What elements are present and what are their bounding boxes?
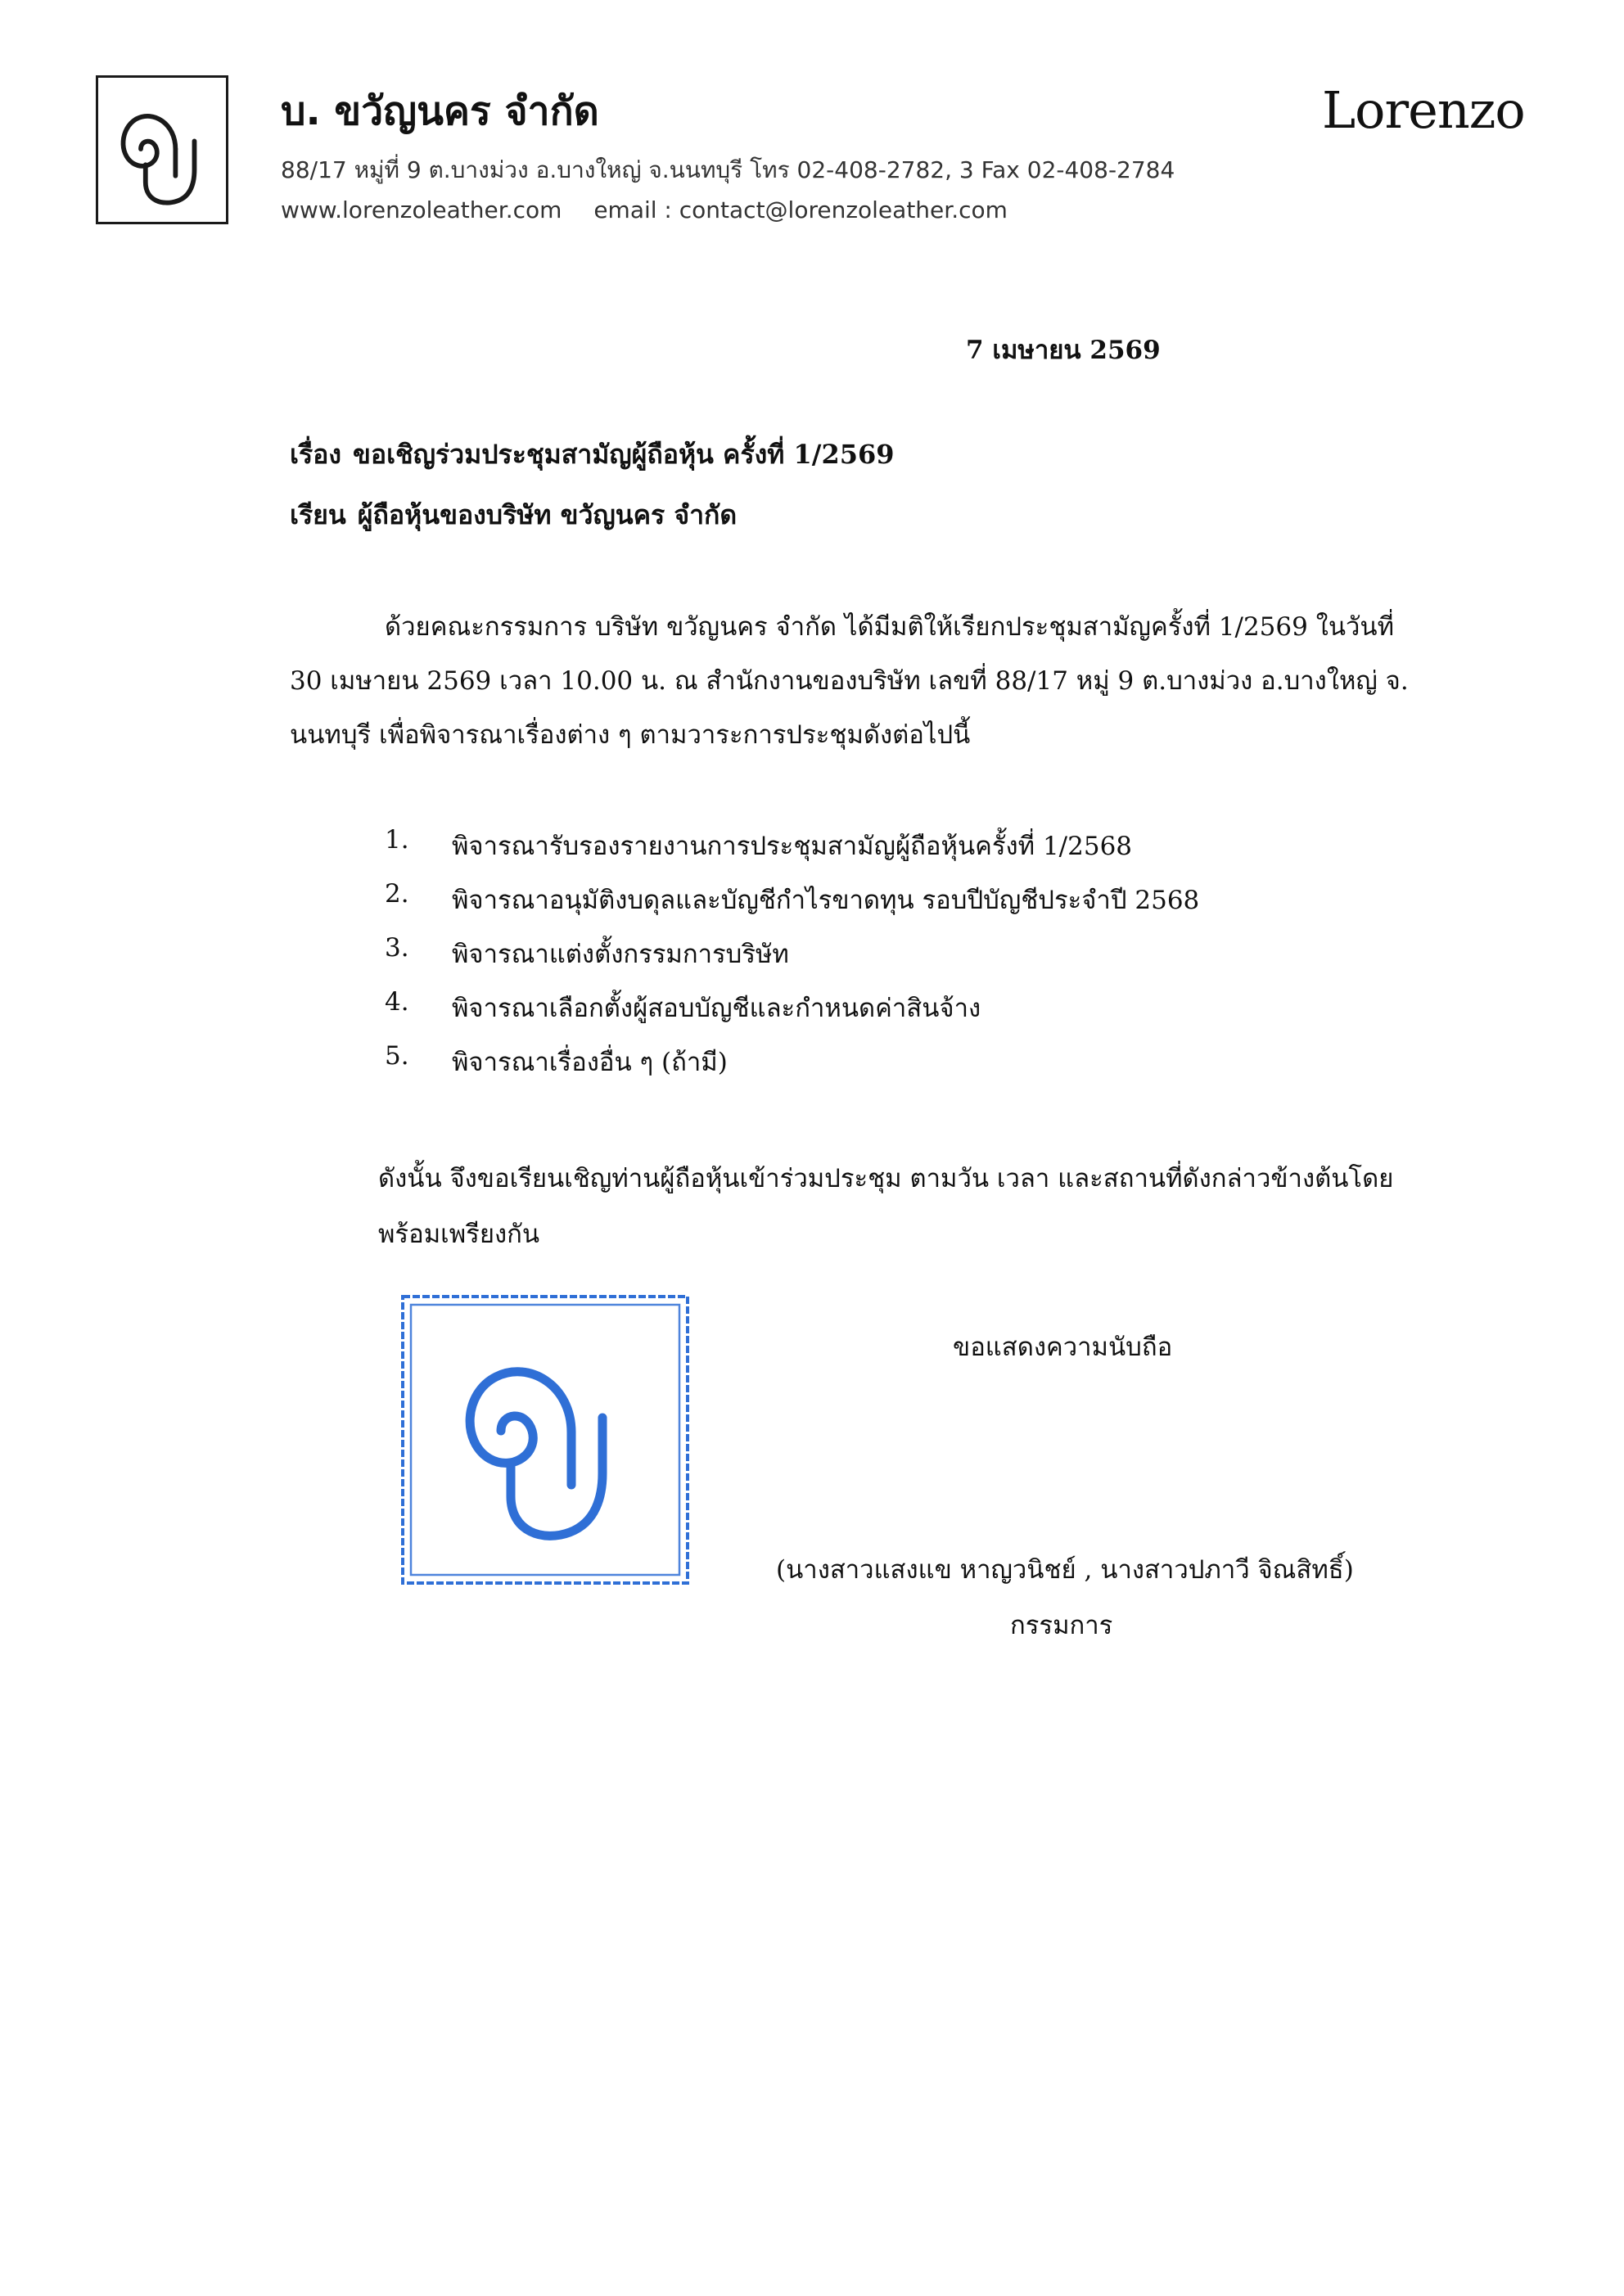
agenda-number: 3. xyxy=(385,933,409,963)
brand-wordmark: Lorenzo xyxy=(1322,80,1525,140)
agenda-text: พิจารณาเรื่องอื่น ๆ (ถ้ามี) xyxy=(452,1048,728,1077)
agenda-text: พิจารณาอนุมัติงบดุลและบัญชีกำไรขาดทุน รอบปีบัญชีประจำปี 2568 xyxy=(452,886,1200,915)
signer-names: (นางสาวแสงแข หาญวนิชย์ , นางสาวปภาวี จิณสิทธิ์) xyxy=(776,1555,1354,1585)
agenda-text: พิจารณาแต่งตั้งกรรมการบริษัท xyxy=(452,940,789,969)
agenda-number: 4. xyxy=(385,987,409,1017)
subject-text: ขอเชิญร่วมประชุมสามัญผู้ถือหุ้น ครั้งที่ 1/2569 xyxy=(352,439,895,470)
company-logo xyxy=(96,75,228,224)
closing-phrase: ขอแสดงความนับถือ xyxy=(953,1333,1173,1362)
stamp-mark xyxy=(399,1293,691,1586)
company-name: บ. ขวัญนคร จำกัด xyxy=(281,88,599,134)
agenda-number: 5. xyxy=(385,1041,409,1071)
signer-title: กรรมการ xyxy=(1010,1611,1113,1640)
letter-date: 7 เมษายน 2569 xyxy=(966,336,1161,365)
body-line-3: นนทบุรี เพื่อพิจารณาเรื่องต่าง ๆ ตามวาระการประชุมดังต่อไปนี้ xyxy=(290,720,971,750)
recipient-label: เรียน xyxy=(290,499,346,530)
company-address: 88/17 หมู่ที่ 9 ต.บางม่วง อ.บางใหญ่ จ.นนทบุรี โทร 02-408-2782, 3 Fax 02-408-2784 xyxy=(281,156,1175,183)
recipient-text: ผู้ถือหุ้นของบริษัท ขวัญนคร จำกัด xyxy=(357,499,738,530)
conclusion-line-1: ดังนั้น จึงขอเรียนเชิญท่านผู้ถือหุ้นเข้าร่วมประชุม ตามวัน เวลา และสถานที่ดังกล่าวข้างต้นโดย xyxy=(378,1164,1394,1193)
agenda-text: พิจารณารับรองรายงานการประชุมสามัญผู้ถือหุ้นครั้งที่ 1/2568 xyxy=(452,832,1133,861)
agenda-number: 2. xyxy=(385,879,409,909)
website-link[interactable]: www.lorenzoleather.com xyxy=(281,196,562,223)
email-link[interactable]: email : contact@lorenzoleather.com xyxy=(593,196,1008,223)
body-line-2: 30 เมษายน 2569 เวลา 10.00 น. ณ สำนักงานของบริษัท เลขที่ 88/17 หมู่ 9 ต.บางม่วง อ.บางใหญ่ จ. xyxy=(290,666,1409,696)
agenda-number: 1. xyxy=(385,825,409,855)
body-line-1: ด้วยคณะกรรมการ บริษัท ขวัญนคร จำกัด ได้มีมติให้เรียกประชุมสามัญครั้งที่ 1/2569 ในวันที่ xyxy=(385,612,1395,642)
conclusion-line-2: พร้อมเพรียงกัน xyxy=(378,1220,540,1249)
company-contact xyxy=(281,196,1008,223)
logo-mark xyxy=(98,78,226,222)
agenda-text: พิจารณาเลือกตั้งผู้สอบบัญชีและกำหนดค่าสินจ้าง xyxy=(452,994,981,1023)
subject-line xyxy=(290,434,895,476)
company-stamp xyxy=(399,1293,691,1586)
recipient-line xyxy=(290,494,737,536)
subject-label: เรื่อง xyxy=(290,439,341,470)
